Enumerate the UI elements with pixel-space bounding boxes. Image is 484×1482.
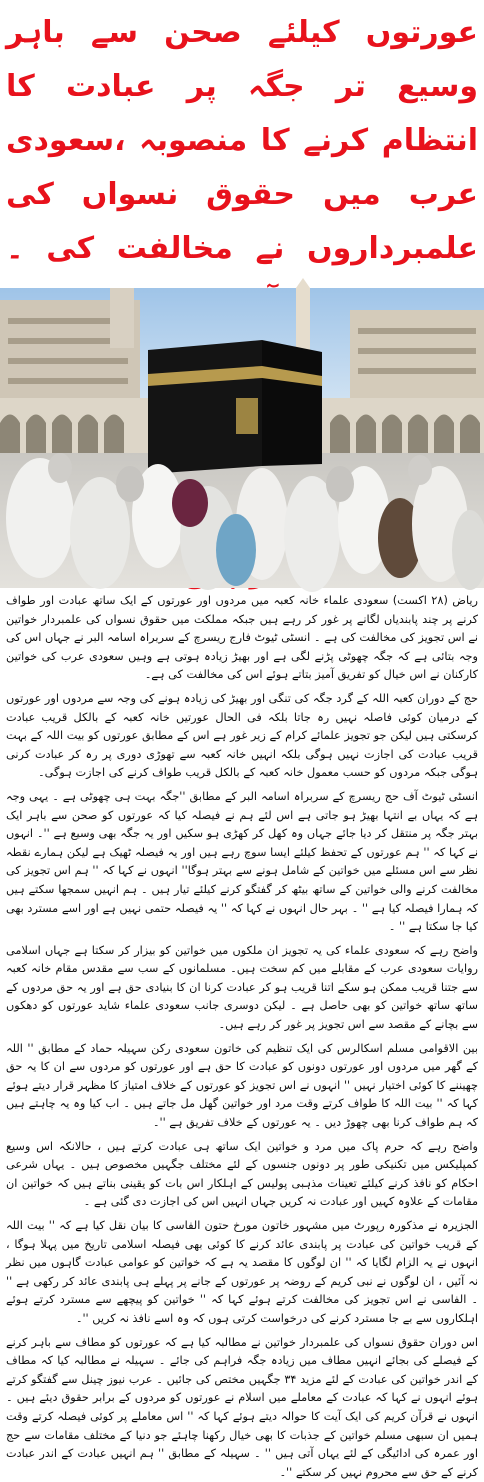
article-body [6,592,478,1479]
article-paragraph: الجزیرہ نے مذکورہ رپورٹ میں مشہور خاتون مورخ حتون الفاسی کا بیان نقل کیا ہے کہ '' بیت اللہ کے قریب خواتین کی عبادت پر پابندی عائد کرنے کا کوئی بھی فیصلہ اسلامی تاریخ میں پہلا ہوگا ، انہوں نے یہ الزام لگایا کہ '' ان لوگوں کا مقصد یہ ہے کہ خواتین کو عوامی عبادت گاہوں میں نظر نہ آئیں ، ان لوگوں نے نبی کریم کے روضہ پر عورتوں کے جانے پر پہلے ہی پابندی عائد کر رکھی ہے '' ۔ الفاسی نے اس تجویز کی مخالفت کرتے ہوئے کہا کہ '' خواتین کو پیچھے سے مسترد کرتے ہوئے اہلکاروں سے بے جا مسترد کرنے کی درخواست کرتی ہوں کہ وہ اسے نافذ نہ کریں ''۔ [6,1219,478,1325]
headline: عورتوں کیلئے صحن سے باہر وسیع تر جگہ پر عبادت کا انتظام کرنے کا منصوبہ ،سعودی عرب میں حقوق نسواں کی علمبرداروں نے مخالفت کی ۔ [6,15,478,266]
kaaba [148,340,322,474]
article-paragraph: حج کے دوران کعبہ اللہ کے گرد جگہ کی تنگی اور بھیڑ کی زیادہ ہونے کی وجہ سے مردوں اور عورتوں کے درمیان کوئی فاصلہ نہیں رہ جاتا بلکہ فی الحال عورتیں خانہ کعبہ کے بالکل قریب عبادت کرسکتی ہیں لیکن جو تجویز علمائے کرام کے زیر غور ہے اس کے مطابق عورتوں کو بیت اللہ کے بہت قریب عبادت کی اجازت نہیں ہوگی بلکہ انہیں خانہ کعبہ سے تھوڑی دوری پر رہ کر عبادت کرنی ہوگی جبکہ مردوں کو حسب معمول خانہ کعبہ کے بالکل قریب طواف کرنے کی اجازت ہوگی۔ [6,691,478,780]
article-paragraph: واضح رہے کہ سعودی علماء کی یہ تجویز ان ملکوں میں خواتین کو بیزار کر سکتا ہے جہاں اسلامی روایات سعودی عرب کے مقابلے میں کم سخت ہیں۔ مسلمانوں کے سب سے مقدس مقام خانہ کعبہ سے جتنا قریب ممکن ہو سکے اتنا قریب ہو کر عبادت کرنا ان کا بنیادی حق ہے اور یہ حق مردوں کے ساتھ ساتھ خواتین کو بھی حاصل ہے ۔ لیکن دوسری جانب سعودی علماء شاید عورتوں کو دھکوں سے بچانے کے مقصد سے اس تجویز پر غور کر رہے ہیں۔ [6,943,478,1032]
kaaba-crowd-photo [0,288,484,588]
article-paragraph: انسٹی ٹیوٹ آف حج ریسرچ کے سربراہ اسامہ البر کے مطابق ''جگہ بہت ہی چھوٹی ہے ۔ یہی وجہ ہے کہ یہاں بے انتہا بھیڑ ہو جاتی ہے اس لئے ہم نے فیصلہ کیا کہ عورتوں کو صحن سے باہر ایک بہتر جگہ پر منتقل کر دیا جائے جہاں وہ کھل کر کھڑی ہو سکیں اور یہ جگہ بھی وسیع ہے ''۔ انہوں نے کہا کہ '' ہم عورتوں کے تحفظ کیلئے ایسا سوچ رہے ہیں اور یہ فیصلہ ٹھیک ہے لیکن ہمارے نقطہ نظر سے اس مسئلے میں خواتین کے شامل ہونے سے بہتر ہوگا'' انہوں نے کہا کہ '' ہم اس تجویز کی مخالفت کرنے والی خواتین کے ساتھ بیٹھ کر گفتگو کرنے کیلئے تیار ہیں ۔ ہم انہیں سمجھا سکتے ہیں کہ ہمارا فیصلہ کیا ہے '' ۔ بہر حال انہوں نے کہا کہ '' یہ فیصلہ حتمی نہیں ہے اور اسے مسترد بھی کیا جا سکتا ہے '' ۔ [6,789,478,934]
article-paragraph: بین الاقوامی مسلم اسکالرس کی ایک تنظیم کی خاتون سعودی رکن سہیلہ حماد کے مطابق '' اللہ کے گھر میں مردوں اور عورتوں دونوں کو عبادت کا حق ہے اور عورتوں کو مردوں سے ان کا یہ حق چھیننے کا کوئی اختیار نہیں '' انہوں نے اس تجویز کو عورتوں کے خلاف امتیاز کا مظہر قرار دیتے ہوئے کہا کہ '' بیت اللہ کا طواف کرتے وقت مرد اور خواتین گھل مل جاتے ہیں ۔ اب کیا وہ یہ چاہتے ہیں کہ ہم طواف کرنا بھی چھوڑ دیں ۔ یہ عورتوں کے خلاف تفریق ہے ''۔ [6,1041,478,1130]
article-paragraph: ریاض (۲۸ اکست) سعودی علماء خانہ کعبہ میں مردوں اور عورتوں کے ایک ساتھ عبادت اور طواف کرنے پر چند پابندیاں لگانے پر غور کر رہے ہیں جبکہ مملکت میں حقوق نسواں کی علمبردار خواتین نے اس تجویز کی مخالفت کی ہے ۔ انسٹی ٹیوٹ فارج ریسرچ کے سربراہ اسامہ البر نے جہاں اس کی وجہ بتائی ہے کہ جگہ چھوٹی پڑنے لگی ہے اور بھیڑ زیادہ ہوتی ہے وہیں سعودی عرب کی خواتین کارکنان نے اس خیال کو تفریق آمیز بتاتے ہوئے اس کی مخالفت کی ہے۔ [6,594,478,682]
article-paragraph: اس دوران حقوق نسواں کی علمبردار خواتین نے مطالبہ کیا ہے کہ عورتوں کو مطاف سے باہر کرنے کے فیصلے کی بجائے انہیں مطاف میں زیادہ جگہ فراہم کی جائے ۔ سہیلہ نے مطالبہ کیا کہ مطاف کے اندر خواتین کی عبادت کے لئے مزید ۳۴ جگہیں مختص کی جائیں ۔ عرب نیوز چینل سے گفتگو کرتے ہوئے انہوں نے کہا کہ عبادت کے معاملے میں اسلام نے عورتوں کو مردوں کے برابر حقوق دیئے ہیں ۔ انہوں نے قرآن کریم کی ایک آیت کا حوالہ دیتے ہوئے کہا کہ '' اس معاملے پر کوئی فیصلہ کرتے وقت ہمیں ان سبھی مسلم خواتین کے جذبات کا بھی خیال رکھنا چاہئے جو دنیا کے مختلف مقامات سے حج اور عمرہ کی ادائیگی کے لئے یہاں آتی ہیں '' ۔ سہیلہ کے مطابق '' ہم انہیں عبادت کے اندر عبادت کرنے کے حق سے محروم نہیں کر سکتے ''۔ [6,1335,478,1479]
article-paragraph: واضح رہے کہ حرم پاک میں مرد و خواتین ایک ساتھ ہی عبادت کرتے ہیں ، حالانکہ اس وسیع کمپلیکس میں تکنیکی طور پر دونوں جنسوں کے لئے مختلف جگہیں مخصوص ہیں ۔ یہاں شرعی احکام کو نافذ کرنے کیلئے تعینات مذہبی پولیس کے اہلکار اس بات کو یقینی بناتے ہیں کہ خواتین ان مقامات کے علاوہ کہیں اور عبادت نہ کریں جہاں انہیں اس کی اجازت دی گئی ہے ۔ [6,1139,478,1209]
